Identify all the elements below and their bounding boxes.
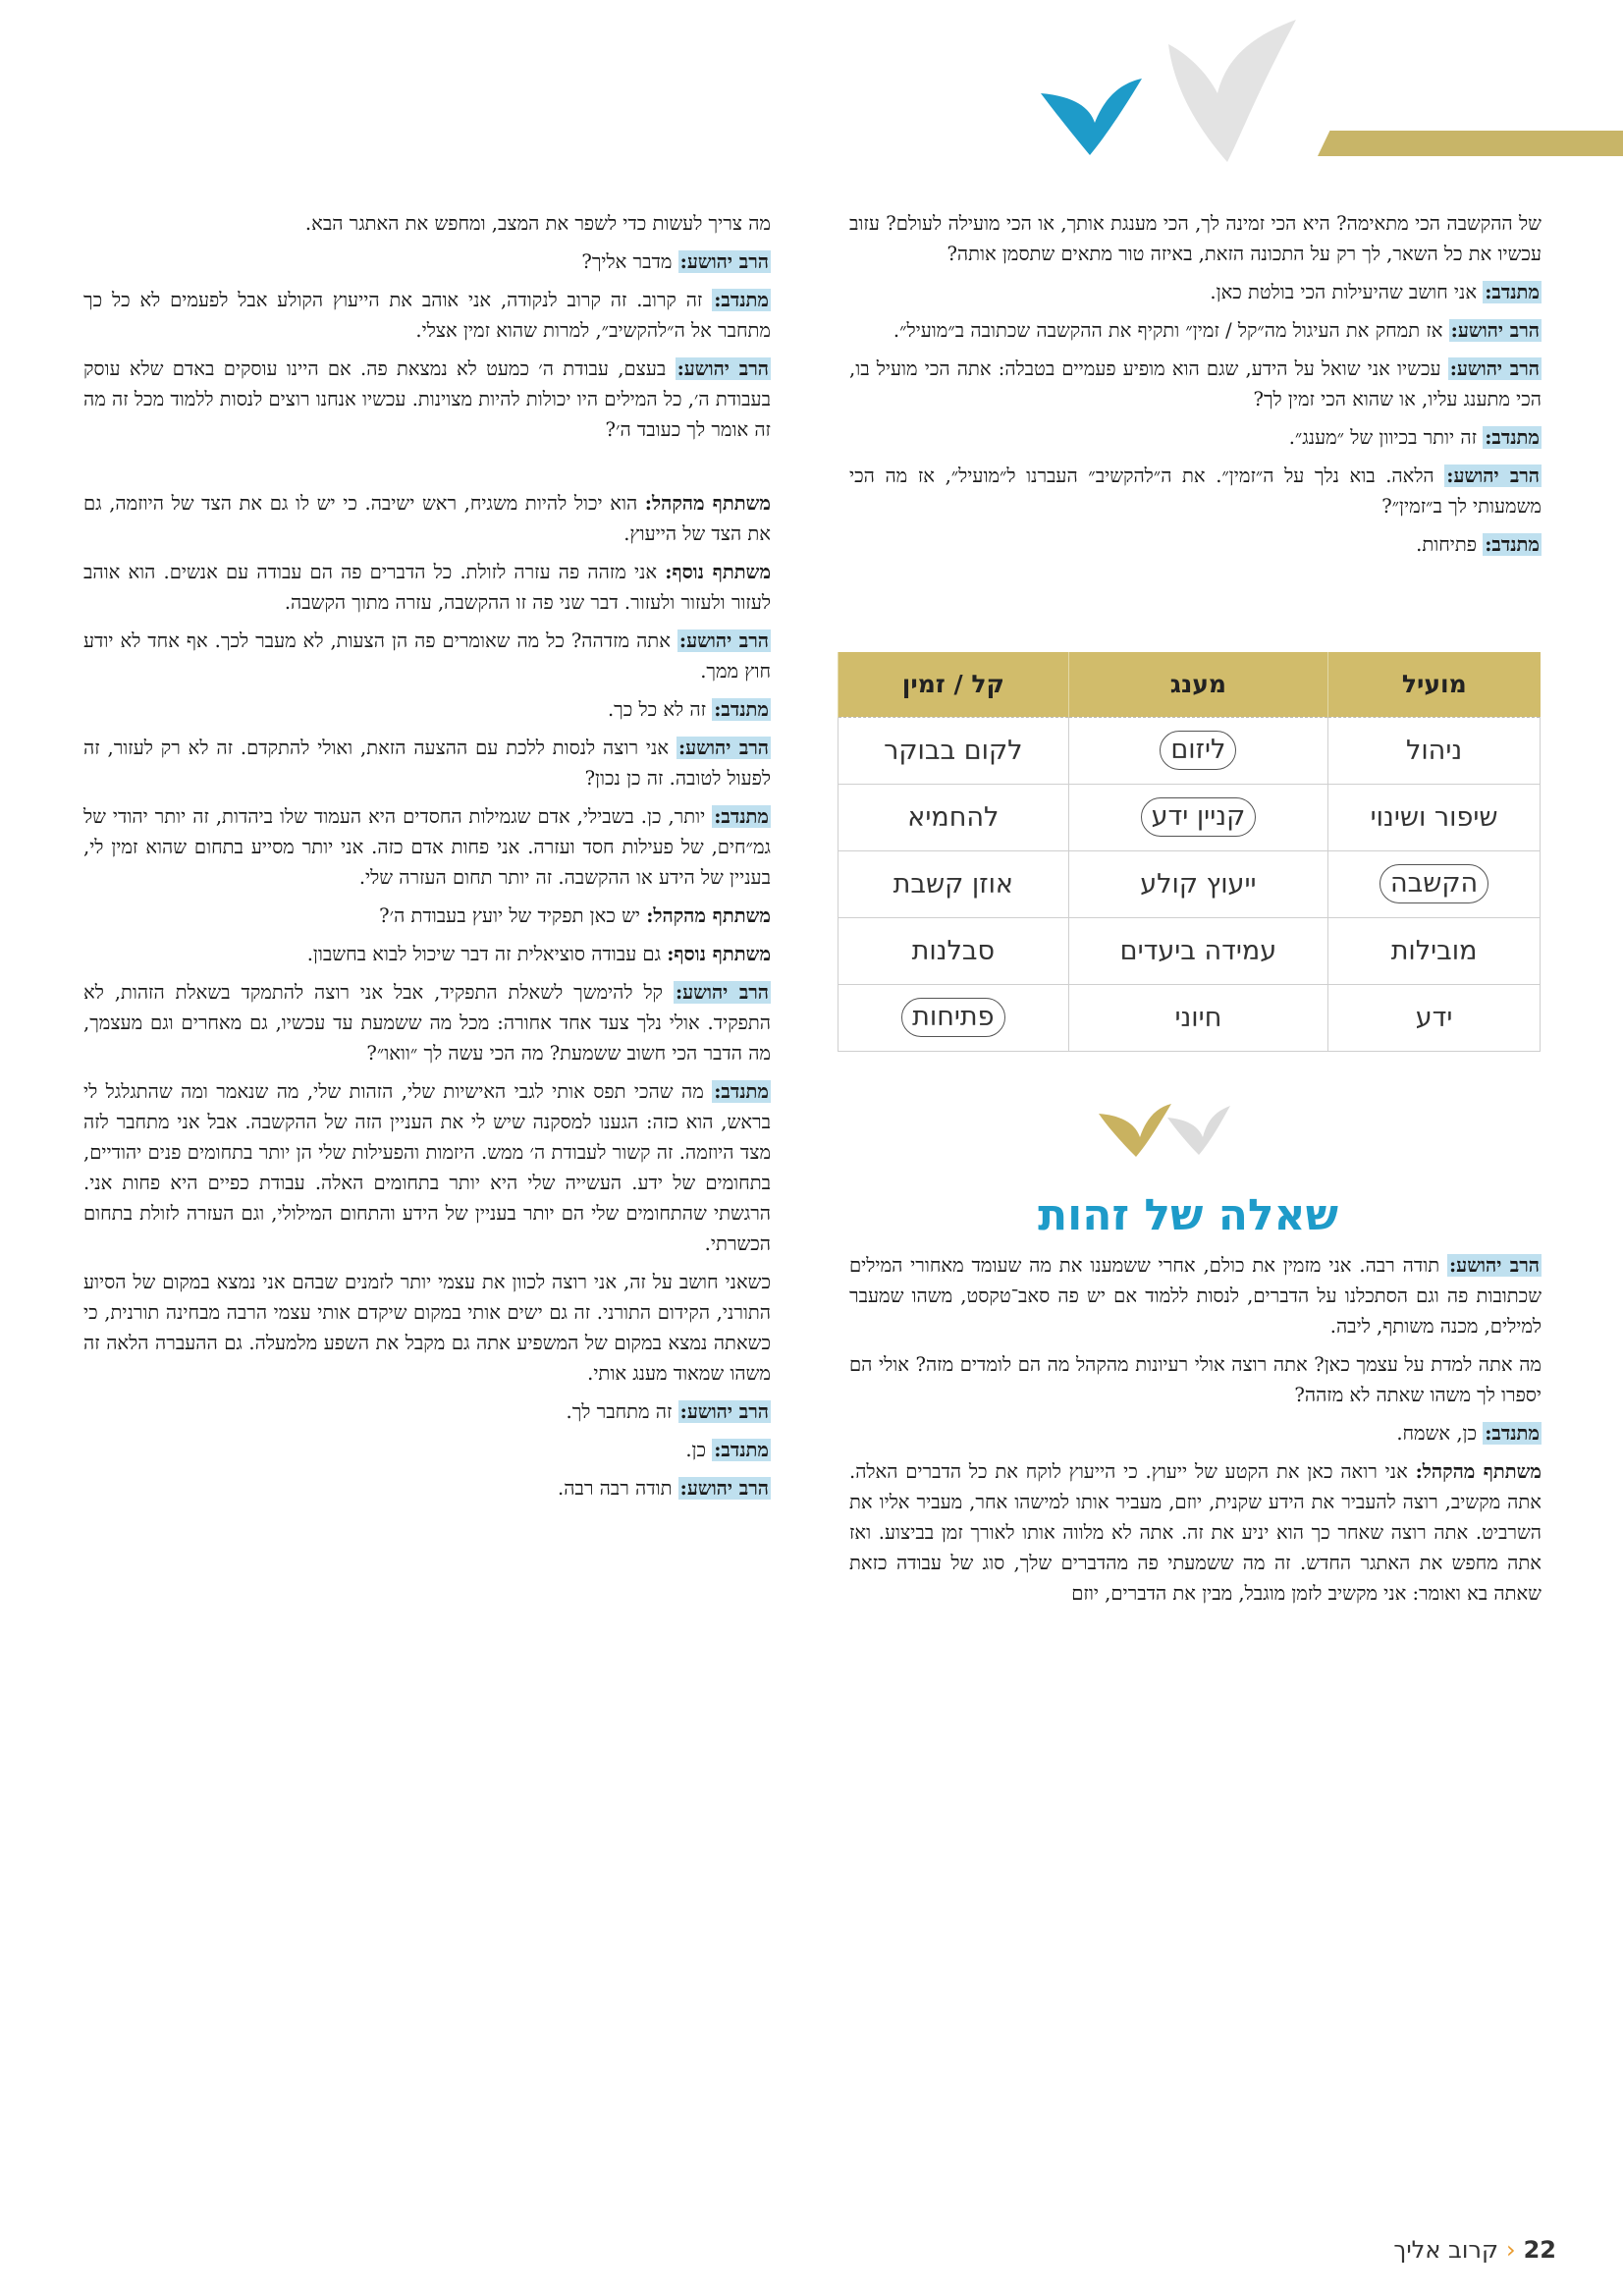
speaker-label: הרב יהושע:: [676, 357, 769, 380]
table-cell: לקום בבוקר: [839, 717, 1069, 784]
paragraph: [849, 529, 1542, 560]
paragraph: [83, 977, 771, 1068]
speaker-label: הרב יהושע:: [1450, 319, 1540, 342]
paragraph-text: קל להימשך לשאלת התפקיד, אבל אני רוצה להתמקד בשאלת הזהות, לא התפקיד. אולי נלך צעד אחד אחורה: מכל מה ששמעת עד עכשיו, גם מאחרים וגם מעצמך, מה הדבר הכי חשוב ששמעת? מה הכי עשה לך ״וואו״?: [83, 981, 771, 1065]
speaker-label: הרב יהושע:: [675, 981, 770, 1004]
speaker-label: הרב יהושע:: [1448, 1254, 1540, 1277]
paragraph-text: כן, אשמח.: [1396, 1422, 1484, 1445]
speaker-label: מתנדב:: [714, 1080, 769, 1103]
speaker-label: הרב יהושע:: [1446, 465, 1541, 487]
paragraph-text: אז תמחק את העיגול מה״קל / זמין״ ותקיף את ההקשבה שכתובה ב״מועיל״.: [893, 319, 1449, 342]
table-header: מועיל: [1328, 652, 1541, 717]
paragraph: [83, 939, 771, 969]
paragraph: [83, 694, 771, 725]
table-cell: [1068, 784, 1328, 850]
circled-cell: ליזום: [1160, 731, 1236, 770]
paragraph: [83, 1267, 771, 1389]
table-cell: להחמיא: [839, 784, 1069, 850]
left-column: [83, 208, 771, 1511]
table-header: מענג: [1068, 652, 1328, 717]
paragraph: [83, 354, 771, 445]
qualities-table: [838, 652, 1541, 1052]
table-cell: עמידה ביעדים: [1068, 917, 1328, 984]
participant-label: משתתף מהקהל:: [646, 904, 771, 927]
table-row: [839, 917, 1541, 984]
paragraph-text: כשאני חושב על זה, אני רוצה לכוון את עצמי יותר לזמנים שבהם אני נמצא במקום של הסיוע התורני, הקידום התורני. זה גם ישים אותי במקום שיקדם אותי עצמי הרבה מבחינה תורנית, כי כשאתה נמצא במקום של המשפיע אתה גם מקבל את השפע מלמעלה. גם ההעברה הלאה זה משהו שמאוד מענג אותי.: [83, 1271, 771, 1385]
speaker-label: מתנדב:: [714, 1439, 769, 1461]
table-cell: [1068, 717, 1328, 784]
paragraph: [83, 208, 771, 239]
table-row: [839, 717, 1541, 784]
table-cell: ייעוץ קולע: [1068, 850, 1328, 917]
paragraph: [83, 246, 771, 277]
participant-label: משתתף מהקהל:: [644, 492, 771, 515]
table-cell: סבלנות: [839, 917, 1069, 984]
table-cell: ידע: [1328, 984, 1541, 1051]
speaker-label: הרב יהושע:: [678, 629, 769, 652]
paragraph-text: אתה מזדהה? כל מה שאומרים פה הן הצעות, לא מעבר לכך. אף אחד לא יודע חוץ ממך.: [83, 629, 771, 683]
paragraph-text: אני רוצה לנסות ללכת עם ההצעה הזאת, ואולי להתקדם. זה לא רק לעזור, זה לפעול לטובה. זה כן נכון?: [83, 737, 771, 790]
paragraph-text: זה מתחבר לך.: [566, 1400, 678, 1423]
paragraph-text: מדבר אליך?: [581, 250, 678, 273]
gold-dove-icon: [1095, 1098, 1173, 1159]
speaker-label: מתנדב:: [714, 698, 769, 721]
paragraph-text: תודה רבה. אני מזמין את כולם, אחרי ששמענו את מה שעומד מאחורי המילים שכתובות פה וגם הסתכלנו על הדברים, לנסות ללמוד אם יש פה סאב־טקסט, משהו שמעבר למילים, מכנה משותף, ליבה.: [849, 1254, 1542, 1338]
section-title: שאלה של זהות: [1038, 1190, 1338, 1240]
paragraph: [83, 1076, 771, 1259]
paragraph: [83, 801, 771, 893]
page-footer: [1360, 2236, 1556, 2264]
separator-icon: ‹: [1505, 2236, 1516, 2264]
paragraph: [849, 1418, 1542, 1449]
paragraph-text: זה קרוב. זה קרוב לנקודה, אני אוהב את הייעוץ הקולע אבל לפעמים לא כל כך מתחבר אל ה״להקשיב״, למרות שהוא זמין אצלי.: [83, 289, 771, 342]
speaker-label: מתנדב:: [1485, 426, 1540, 449]
paragraph-text: גם עבודה סוציאלית זה דבר שיכול לבוא בחשבון.: [306, 943, 668, 965]
table-cell: חיוני: [1068, 984, 1328, 1051]
table-row: [839, 850, 1541, 917]
paragraph-text: הוא יכול להיות משגיח, ראש ישיבה. כי יש לו גם את הצד של היוזמה, גם את הצד של הייעוץ.: [83, 492, 771, 545]
paragraph-text: אני חושב שהיעילות הכי בולטת כאן.: [1210, 281, 1484, 303]
paragraph-text: של ההקשבה הכי מתאימה? היא הכי זמינה לך, הכי מענגת אותך, או הכי מועילה לעולם? עזוב עכשיו את כל השאר, לך רק על התכונה הזאת, באיזה טור מתאים שתסמן אותה?: [849, 212, 1542, 265]
paragraph-text: כן.: [685, 1439, 713, 1461]
paragraph: [849, 422, 1542, 453]
paragraph: [83, 901, 771, 931]
paragraph-text: אני רואה כאן את הקטע של ייעוץ. כי הייעוץ לוקח את כל הדברים האלה. אתה מקשיב, רוצה להעביר את הידע שקנית, יוזם, מעביר אותו למישהו אחר, מעביר אליו את השרביט. אתה רוצה שאחר כך הוא יניע את זה. אתה לא מלווה אותו לאורך זמן בביצוע. ואז אתה מחפש את האתגר החדש. זה מה ששמעתי פה מהדברים שלך, סוג של עבודה כזאת שאתה בא ואומר: אני מקשיב לזמן מוגבל, מבין את הדברים, יוזם: [849, 1460, 1542, 1605]
table-header: קל / זמין: [839, 652, 1069, 717]
speaker-label: מתנדב:: [1485, 533, 1540, 556]
paragraph-text: הלאה. בוא נלך על ה״זמין״. את ה״להקשיב״ העברנו ל״מועיל״, אז מה הכי משמעותי לך ב״זמין״?: [849, 465, 1542, 518]
circled-cell: פתיחות: [901, 998, 1004, 1037]
table-row: [839, 984, 1541, 1051]
paragraph: [83, 488, 771, 549]
speaker-label: הרב יהושע:: [679, 250, 769, 273]
paragraph: [83, 733, 771, 793]
paragraph: [83, 285, 771, 346]
speaker-label: מתנדב:: [1485, 281, 1540, 303]
paragraph-text: מה צריך לעשות כדי לשפר את המצב, ומחפש את האתגר הבא.: [304, 212, 771, 235]
paragraph: [849, 277, 1542, 307]
speaker-label: מתנדב:: [1485, 1422, 1540, 1445]
table-cell: [1328, 850, 1541, 917]
paragraph-gap: [83, 453, 771, 488]
paragraph-text: מה שהכי תפס אותי לגבי האישיות שלי, הזהות שלי, מה שנאמר ומה שהתגלגל לי בראש, הוא כזה: הגענו למסקנה שיש לי את העניין הזה של ההקשבה. אבל אני מתחבר לזה מצד היוזמה. זה קשור לעבודת ה׳ ממש. היזמות והפעילות שלי הן יותר בתחומים פנים יהודיים, בתחומים של ידע. העשייה שלי היא יותר בתחומים האלה. עבודת כפיים היא פחות אני. הרגשתי שהתחומים שלי הם יותר בעניין של הידע והתחום המילולי, וגם העזרה לזולת בתחום הכשרתי.: [83, 1080, 771, 1255]
paragraph: [83, 1473, 771, 1503]
page-number: 22: [1523, 2236, 1556, 2264]
circled-cell: קניין ידע: [1141, 797, 1257, 837]
table-cell: שיפור ושינוי: [1328, 784, 1541, 850]
paragraph-text: בעצם, עבודת ה׳ כמעט לא נמצאת פה. אם היינו עוסקים באדם שלא עוסק בעבודת ה׳, כל המילים היו יכולות להיות מצוינות. עכשיו אנחנו רוצים לנסות ללמוד מכל זה מה זה אומר לך כעובד ה׳?: [83, 357, 771, 441]
paragraph: [83, 1396, 771, 1427]
speaker-label: הרב יהושע:: [679, 1477, 769, 1500]
participant-label: משתתף מהקהל:: [1415, 1460, 1542, 1483]
paragraph-text: יש כאן תפקיד של יועץ בעבודת ה׳?: [379, 904, 647, 927]
paragraph: [83, 557, 771, 618]
table-cell: אוזן קשבת: [839, 850, 1069, 917]
paragraph-text: זה לא כל כך.: [607, 698, 713, 721]
paragraph: [83, 626, 771, 686]
gold-bar: [1318, 131, 1623, 156]
paragraph-text: יותר, כן. בשבילי, אדם שגמילות החסדים היא העמוד שלו ביהדות, זה יותר יהודי של גמ״חים, של פעילות חסד ועזרה. אני פחות אדם כזה. אני יותר מסייע בתחום שהוא זמין לי, בעניין של הידע או ההקשבה. זה יותר תחום העזרה שלי.: [83, 805, 771, 889]
grey-dove-icon: [1149, 15, 1306, 172]
paragraph-text: עכשיו אני שואל על הידע, שגם הוא מופיע פעמיים בטבלה: אתה הכי מועיל בו, הכי מתענג עליו, או שהוא הכי זמין לך?: [849, 357, 1542, 410]
grey-dove-icon: [1163, 1102, 1232, 1157]
table-row: [839, 784, 1541, 850]
paragraph: [849, 461, 1542, 521]
speaker-label: הרב יהושע:: [677, 737, 770, 759]
speaker-label: מתנדב:: [714, 805, 769, 828]
speaker-label: הרב יהושע:: [1449, 357, 1540, 380]
participant-label: משתתף נוסף:: [665, 561, 772, 583]
paragraph-text: אני מזהה פה עזרה לזולת. כל הדברים פה הם עבודה עם אנשים. הוא אוהב לעזור ולעזור ולעזור. דבר שני פה זו ההקשבה, עזרה מתוך הקשבה.: [83, 561, 771, 614]
paragraph: [83, 1435, 771, 1465]
right-column-bottom: [849, 1250, 1542, 1616]
paragraph: [849, 354, 1542, 414]
paragraph: [849, 315, 1542, 346]
right-column: [849, 208, 1542, 568]
paragraph: [849, 1250, 1542, 1341]
circled-cell: הקשבה: [1380, 864, 1488, 903]
table-cell: ניהול: [1328, 717, 1541, 784]
table-cell: מובילות: [1328, 917, 1541, 984]
paragraph-text: זה יותר בכיוון של ״מענג״.: [1288, 426, 1484, 449]
paragraph: [849, 1349, 1542, 1410]
participant-label: משתתף נוסף:: [667, 943, 771, 965]
table-cell: [839, 984, 1069, 1051]
paragraph: [849, 1456, 1542, 1609]
paragraph-text: פתיחות.: [1416, 533, 1484, 556]
paragraph-text: תודה רבה רבה.: [558, 1477, 678, 1500]
magazine-name: קרוב אליך: [1393, 2236, 1498, 2264]
paragraph: [849, 208, 1542, 269]
paragraph-text: מה אתה למדת על עצמך כאן? אתה רוצה אולי רעיונות מהקהל מה הם לומדים מזה? אולי הם יספרו לך משהו שאתה לא מזהה?: [849, 1353, 1542, 1406]
speaker-label: הרב יהושע:: [679, 1400, 769, 1423]
blue-dove-icon: [1036, 69, 1144, 157]
speaker-label: מתנדב:: [714, 289, 769, 311]
